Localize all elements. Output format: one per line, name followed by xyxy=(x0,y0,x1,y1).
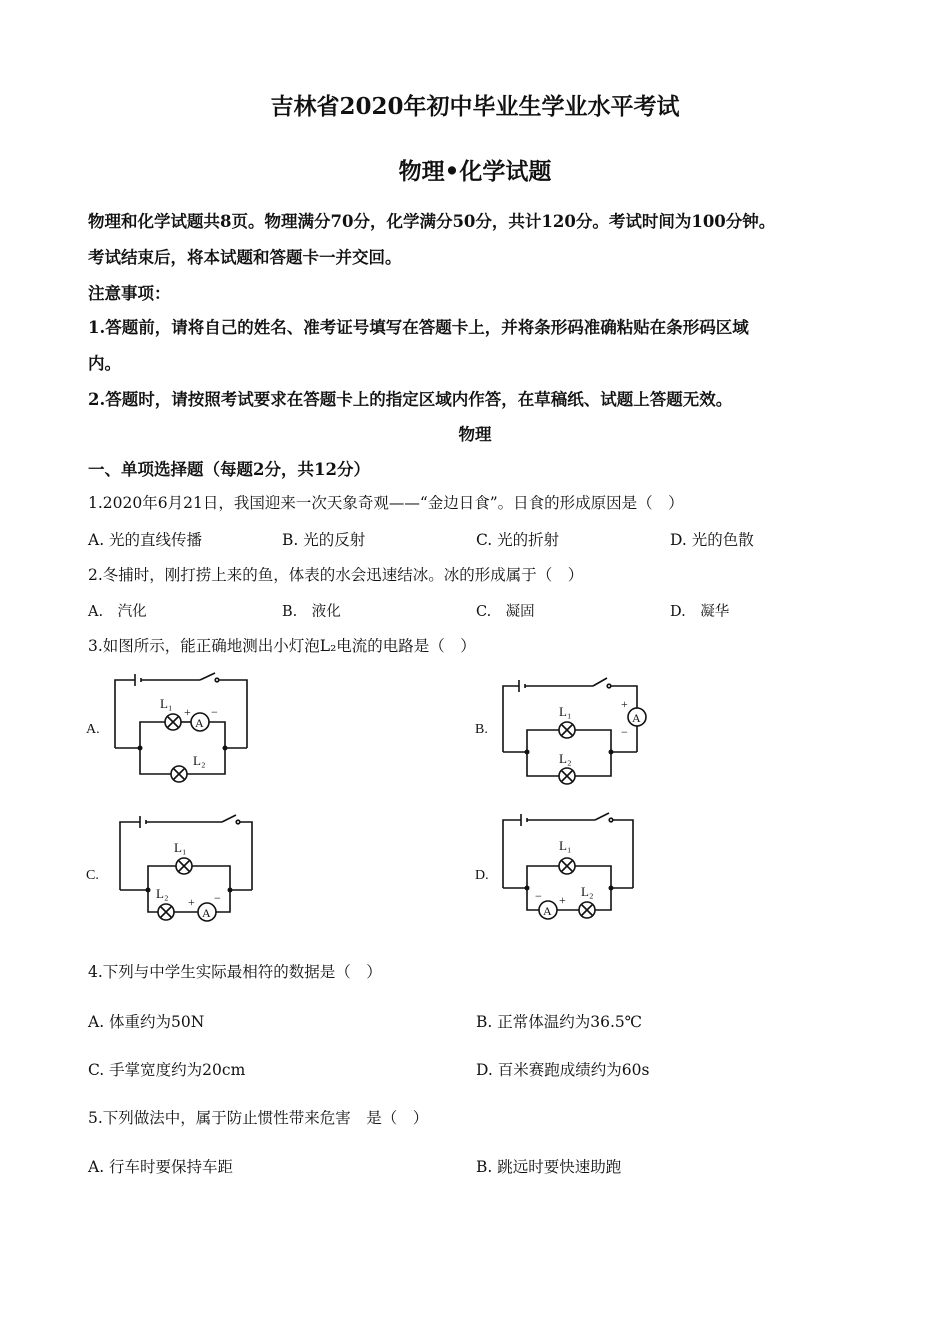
svg-text:L₂: L₂ xyxy=(193,753,206,768)
svg-text:−: − xyxy=(214,891,221,905)
svg-text:A: A xyxy=(632,711,641,725)
svg-text:−: − xyxy=(211,705,218,719)
intro-line-1: 物理和化学试题共8页。物理满分70分，化学满分50分，共计120分。考试时间为100分钟。 xyxy=(88,212,776,231)
page-title: 吉林省2020年初中毕业生学业水平考试 xyxy=(270,93,680,120)
q2-option-c: C. 凝固 xyxy=(476,604,535,620)
svg-text:+: + xyxy=(559,893,566,907)
svg-text:L₁: L₁ xyxy=(174,840,187,855)
question-2-stem: 2.冬捕时，刚打捞上来的鱼，体表的水会迅速结冰。冰的形成属于（ ） xyxy=(88,566,584,584)
q1-option-a: A. 光的直线传播 xyxy=(88,531,203,549)
q5-option-b: B. 跳远时要快速助跑 xyxy=(476,1158,622,1176)
svg-text:L₁: L₁ xyxy=(160,696,173,711)
question-1-stem: 1.2020年6月21日，我国迎来一次天象奇观——“金边日食”。日食的形成原因是（ ） xyxy=(88,494,684,512)
subject-heading: 物理 xyxy=(458,425,492,444)
q2-option-b: B. 液化 xyxy=(282,604,341,620)
q3-option-c-label: C. xyxy=(86,868,99,883)
svg-text:L₂: L₂ xyxy=(559,751,572,766)
q2-option-a: A. 汽化 xyxy=(88,604,147,620)
svg-text:A: A xyxy=(202,906,211,920)
q3-option-d-label: D. xyxy=(475,868,489,883)
note-1b: 内。 xyxy=(88,354,121,373)
svg-text:L₂: L₂ xyxy=(581,884,594,899)
note-2: 2.答题时，请按照考试要求在答题卡上的指定区域内作答，在草稿纸、试题上答题无效。 xyxy=(88,390,733,409)
q1-option-b: B. 光的反射 xyxy=(282,531,366,549)
question-4-stem: 4.下列与中学生实际最相符的数据是（ ） xyxy=(88,963,382,981)
question-3-stem: 3.如图所示，能正确地测出小灯泡L₂电流的电路是（ ） xyxy=(88,637,476,655)
svg-text:L₂: L₂ xyxy=(156,886,169,901)
q3-option-a-label: A. xyxy=(86,722,100,737)
svg-text:+: + xyxy=(621,697,628,711)
circuit-diagram-d xyxy=(495,810,645,928)
svg-text:L₁: L₁ xyxy=(559,838,572,853)
q4-option-a: A. 体重约为50N xyxy=(88,1013,205,1031)
circuit-diagram-b xyxy=(495,672,655,790)
question-5-stem: 5.下列做法中，属于防止惯性带来危害 是（ ） xyxy=(88,1109,429,1127)
q4-option-d: D. 百米赛跑成绩约为60s xyxy=(476,1061,650,1079)
svg-text:A: A xyxy=(543,904,552,918)
circuit-diagram-c xyxy=(110,812,260,930)
q2-option-d: D. 凝华 xyxy=(670,604,730,620)
svg-text:+: + xyxy=(184,705,191,719)
q1-option-d: D. 光的色散 xyxy=(670,531,754,549)
q4-option-b: B. 正常体温约为36.5℃ xyxy=(476,1013,643,1031)
q3-option-b-label: B. xyxy=(475,722,488,737)
svg-text:−: − xyxy=(621,725,628,739)
notes-heading: 注意事项： xyxy=(88,284,171,303)
circuit-diagram-a xyxy=(105,670,255,785)
note-1a: 1.答题前，请将自己的姓名、准考证号填写在答题卡上，并将条形码准确粘贴在条形码区域 xyxy=(88,318,749,337)
svg-text:−: − xyxy=(535,889,542,903)
svg-text:+: + xyxy=(188,895,195,909)
q4-option-c: C. 手掌宽度约为20cm xyxy=(88,1061,246,1079)
svg-text:A: A xyxy=(195,716,204,730)
section-heading: 一、单项选择题（每题2分，共12分） xyxy=(88,460,370,479)
intro-line-2: 考试结束后，将本试题和答题卡一并交回。 xyxy=(88,248,402,267)
q5-option-a: A. 行车时要保持车距 xyxy=(88,1158,234,1176)
svg-text:L₁: L₁ xyxy=(559,704,572,719)
page-subtitle: 物理•化学试题 xyxy=(398,158,552,185)
q1-option-c: C. 光的折射 xyxy=(476,531,560,549)
